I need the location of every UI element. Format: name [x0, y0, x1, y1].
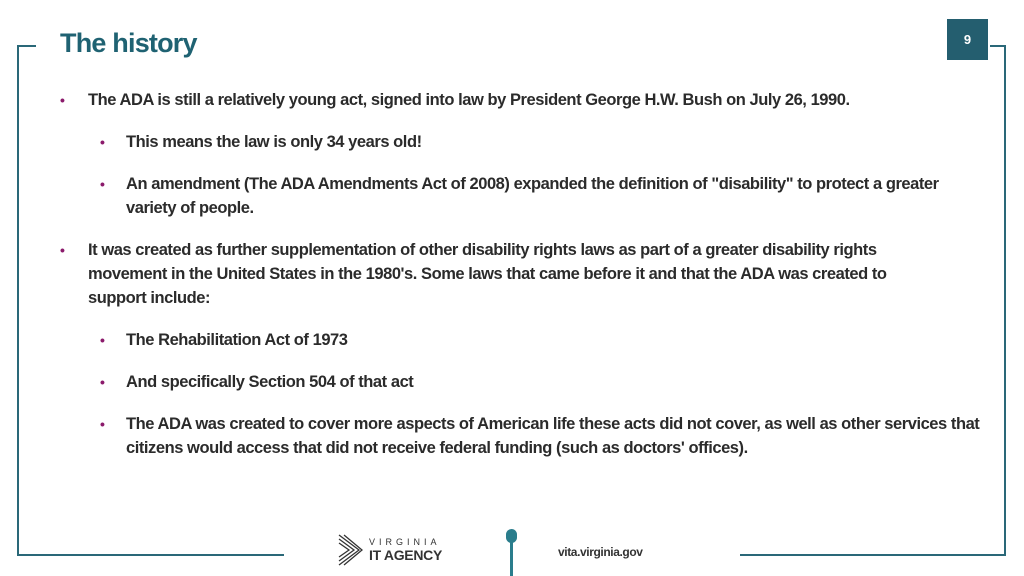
- bullet-item: [60, 412, 986, 460]
- divider-pin-head: [506, 529, 517, 543]
- vita-chevron-icon: [337, 533, 363, 567]
- bullet-item: [60, 172, 986, 220]
- bullet-item: [60, 238, 948, 310]
- bullet-text: And specifically Section 504 of that act: [126, 373, 414, 391]
- bullet-item: [60, 88, 948, 112]
- bullet-item: [60, 370, 986, 394]
- bullet-text: An amendment (The ADA Amendments Act of 2008) expanded the definition of "disability" to protect a greater variety of people.: [126, 175, 939, 217]
- frame-bottom-left: [17, 554, 284, 556]
- bullet-dot-icon: •: [100, 134, 105, 150]
- logo-bottom-text: IT AGENCY: [369, 547, 443, 563]
- frame-right: [1004, 45, 1006, 556]
- bullet-list: [60, 88, 980, 478]
- bullet-text: It was created as further supplementation of other disability rights laws as part of a greater disability rights movement in the United States in the 1980's. Some laws that came before it and that the ADA was created to support include:: [88, 241, 887, 307]
- bullet-dot-icon: •: [100, 176, 105, 192]
- bullet-dot-icon: •: [100, 416, 105, 432]
- page-title: The history: [60, 28, 197, 58]
- frame-top-left: [17, 45, 36, 47]
- bullet-text: This means the law is only 34 years old!: [126, 133, 422, 151]
- bullet-dot-icon: •: [100, 374, 105, 390]
- bullet-dot-icon: •: [60, 242, 65, 258]
- frame-left: [17, 45, 19, 556]
- bullet-item: [60, 130, 986, 154]
- bullet-text: The ADA is still a relatively young act, signed into law by President George H.W. Bush on July 26, 1990.: [88, 91, 850, 109]
- bullet-dot-icon: •: [60, 92, 65, 108]
- footer-url: vita.virginia.gov: [558, 545, 643, 559]
- bullet-item: [60, 328, 986, 352]
- bullet-text: The Rehabilitation Act of 1973: [126, 331, 348, 349]
- page-number: 9: [947, 19, 988, 60]
- frame-bottom-right: [740, 554, 1006, 556]
- virginia-it-agency-logo: [337, 533, 442, 567]
- bullet-dot-icon: •: [100, 332, 105, 348]
- bullet-text: The ADA was created to cover more aspects of American life these acts did not cover, as well as other services that citizens would access that did not receive federal funding (such as doctors' offices).: [126, 415, 980, 457]
- logo-top-text: VIRGINIA: [369, 537, 441, 547]
